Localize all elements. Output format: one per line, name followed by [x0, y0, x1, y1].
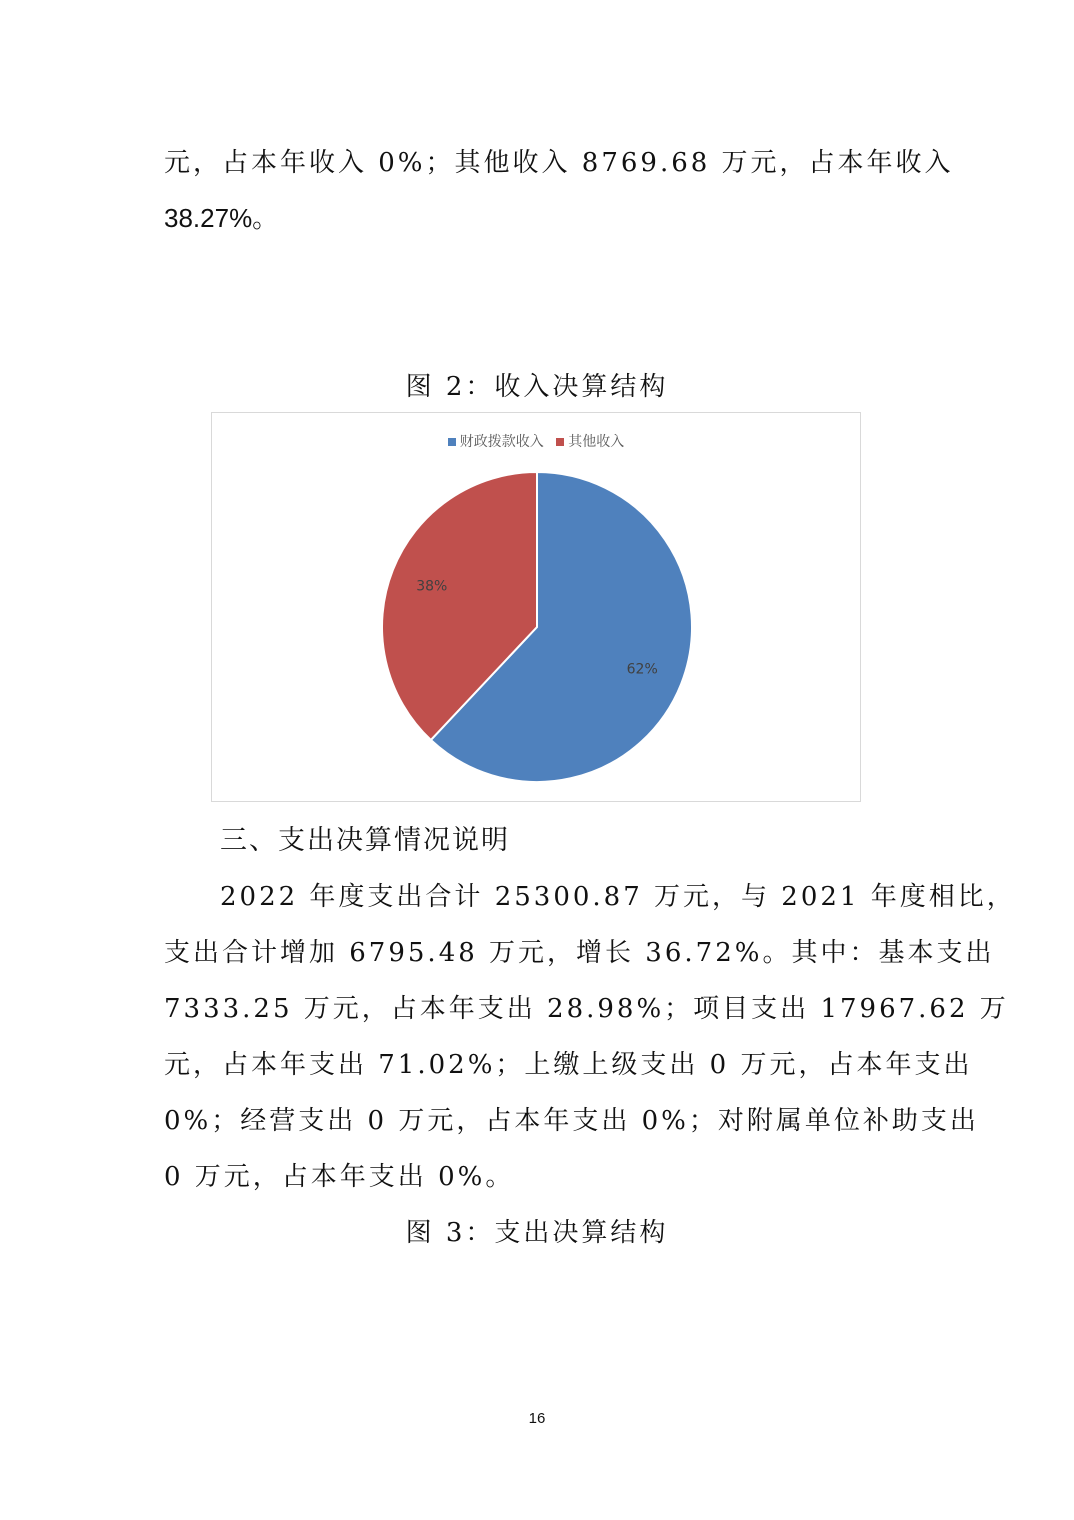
- paragraph-line: 支出合计增加 6795.48 万元，增长 36.72%。其中：基本支出: [164, 938, 995, 968]
- paragraph-line: 7333.25 万元，占本年支出 28.98%；项目支出 17967.62 万: [164, 994, 1009, 1024]
- legend-label: 财政拨款收入: [459, 434, 544, 450]
- paragraph-line: 2022 年度支出合计 25300.87 万元，与 2021 年度相比，: [220, 882, 1016, 912]
- paragraph-line: 0 万元，占本年支出 0%。: [164, 1162, 515, 1192]
- page-number: 16: [528, 1410, 546, 1427]
- paragraph-line: 0%；经营支出 0 万元，占本年支出 0%；对附属单位补助支出: [164, 1106, 979, 1136]
- figure-caption: 图 2：收入决算结构: [405, 372, 669, 402]
- legend-label: 其他收入: [568, 434, 625, 450]
- paragraph-line: 元，占本年支出 71.02%；上缴上级支出 0 万元，占本年支出: [164, 1050, 973, 1080]
- pie-data-label: 62%: [626, 661, 658, 678]
- figure-caption: 图 3：支出决算结构: [405, 1218, 669, 1248]
- pie-data-label: 38%: [416, 578, 448, 595]
- paragraph-line: 38.27%。: [164, 203, 279, 233]
- paragraph-line: 元，占本年收入 0%；其他收入 8769.68 万元，占本年收入: [164, 148, 954, 178]
- pie-chart: [211, 412, 861, 802]
- pie-svg: [212, 413, 860, 801]
- section-heading: 三、支出决算情况说明: [220, 825, 510, 856]
